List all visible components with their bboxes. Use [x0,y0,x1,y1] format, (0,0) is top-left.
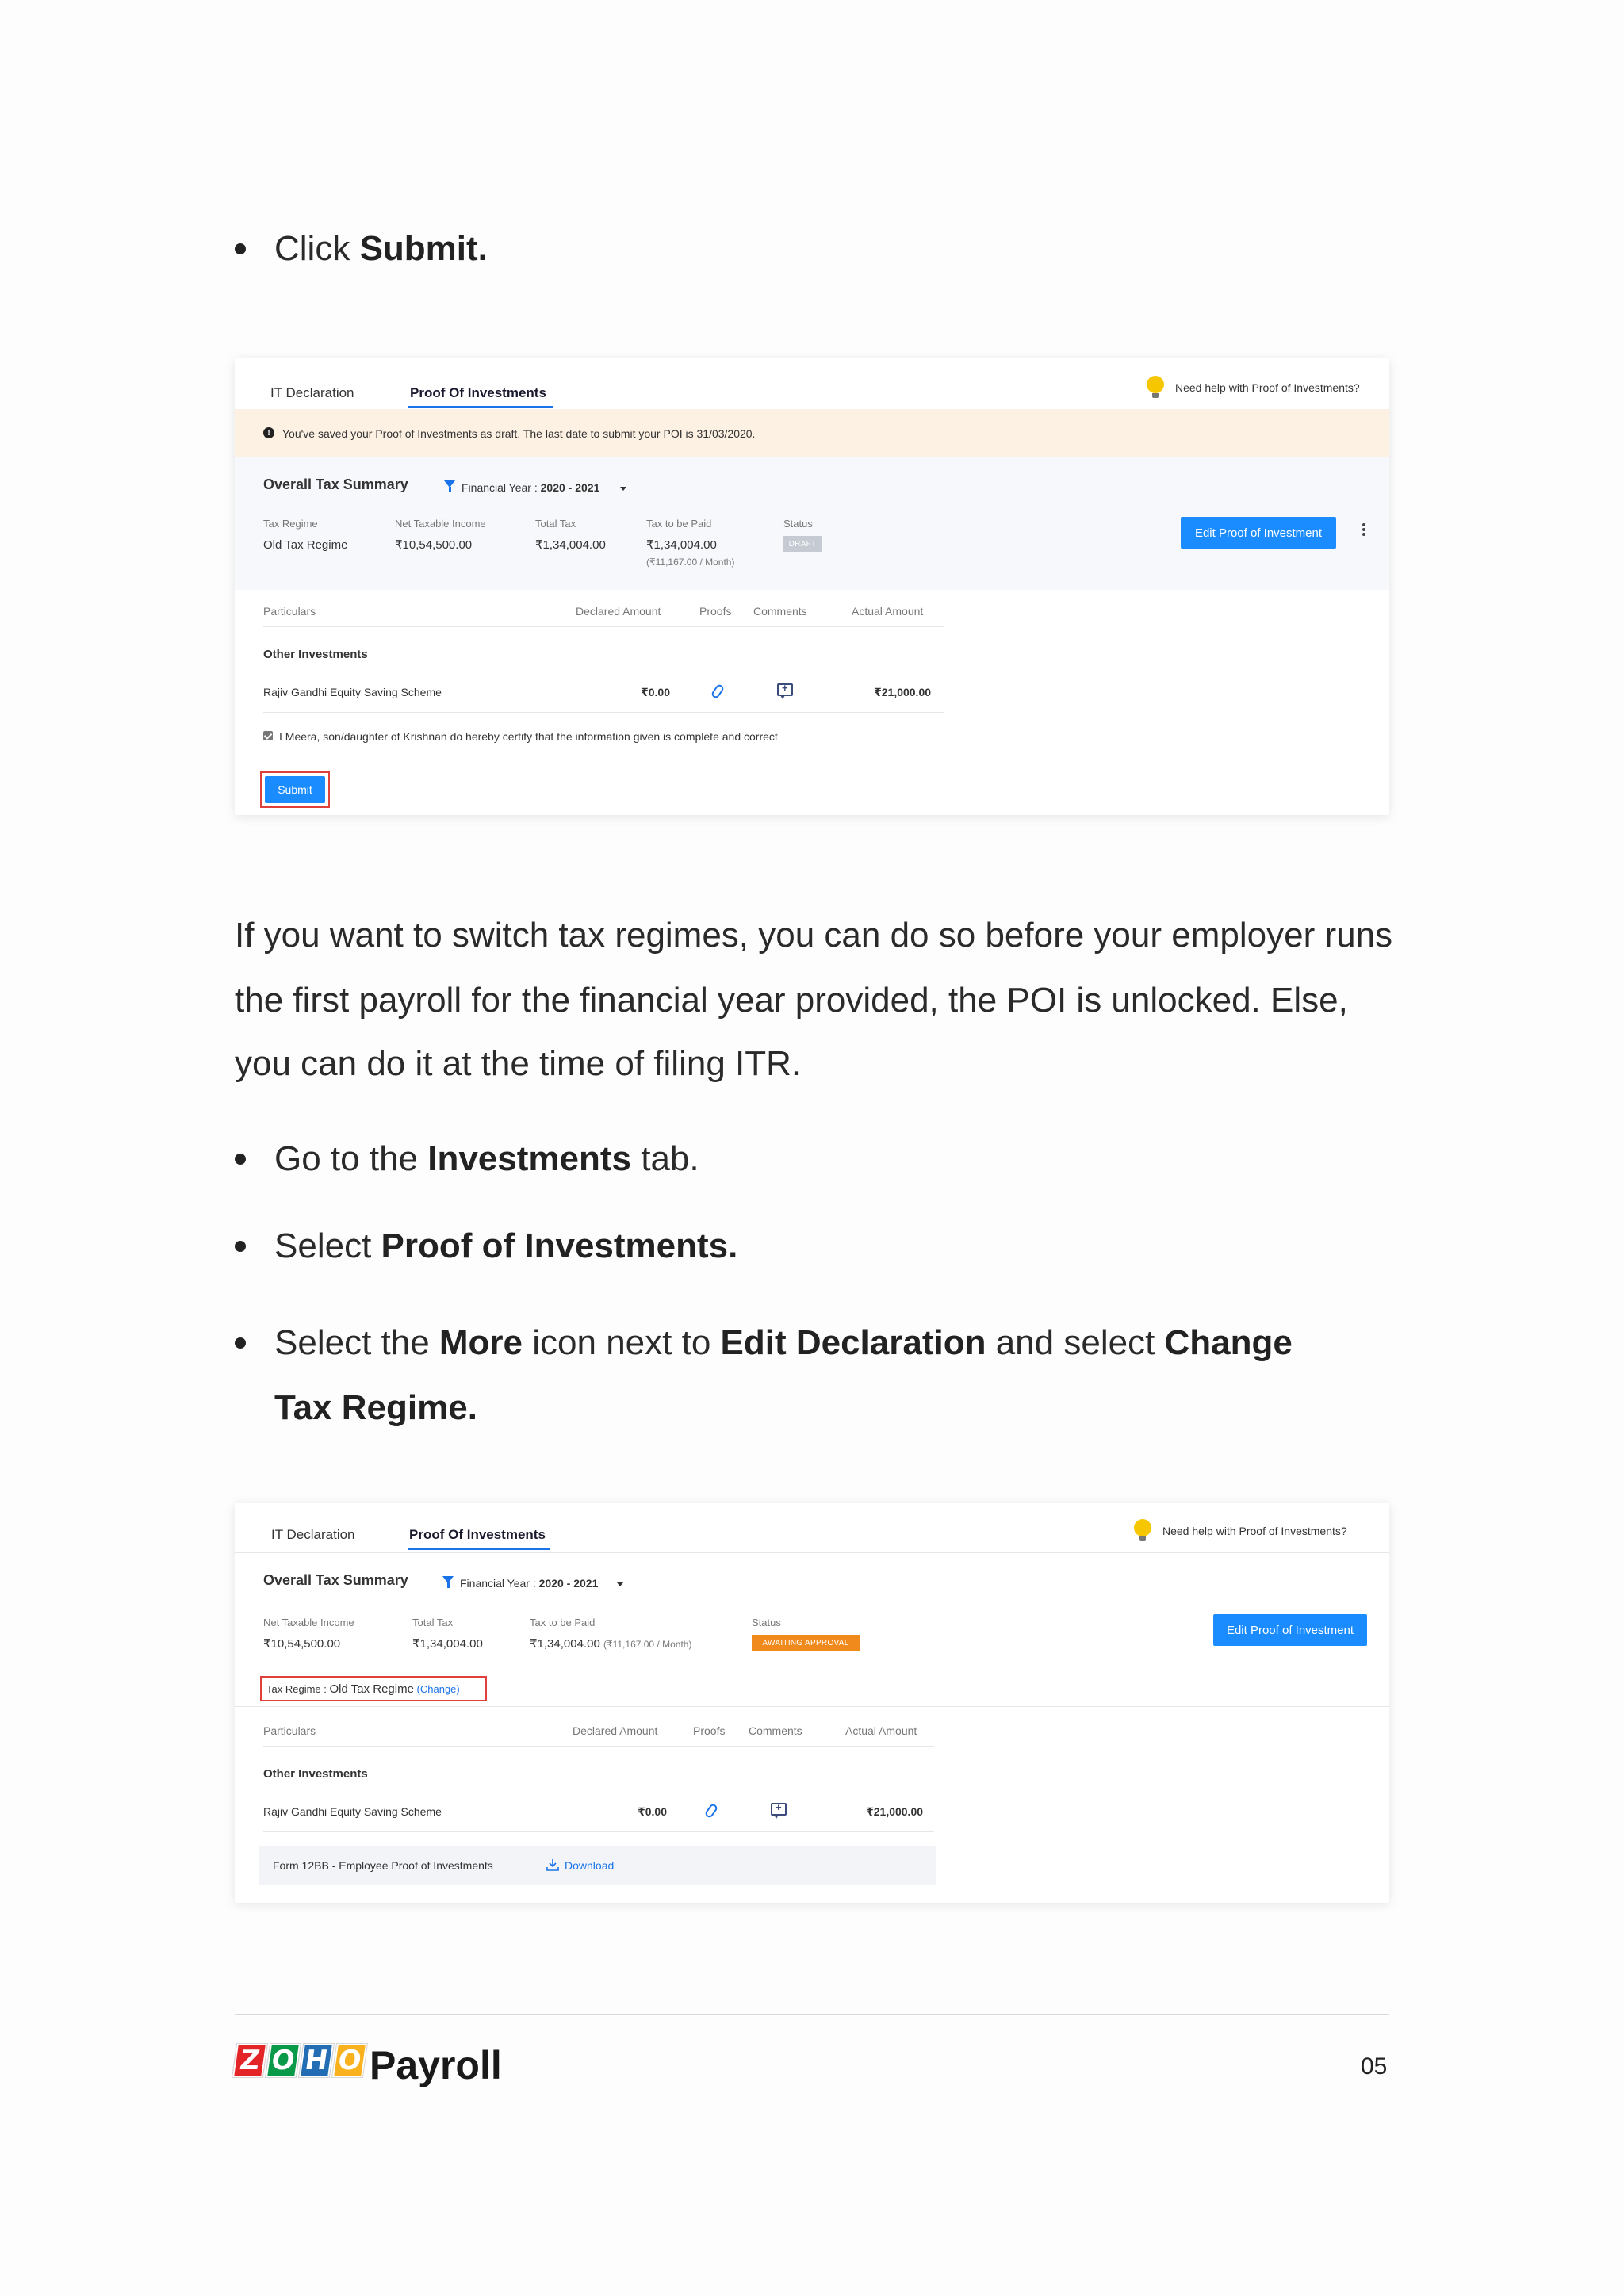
section-title: Other Investments [263,648,368,661]
summary-panel [235,457,1389,590]
th-comments: Comments [753,605,807,618]
submit-button[interactable]: Submit [265,776,325,803]
th-actual: Actual Amount [845,1724,917,1737]
financial-year-label[interactable]: Financial Year : 2020 - 2021 [462,481,600,494]
paragraph-line: you can do it at the time of filing ITR. [235,1044,802,1083]
page-number: 05 [1361,2053,1388,2080]
chevron-down-icon[interactable] [620,487,626,491]
bullet [235,1241,246,1252]
col-label: Tax Regime [263,518,318,530]
col-value: Old Tax Regime [263,538,348,552]
paragraph-line: If you want to switch tax regimes, you can do so before your employer runs [235,916,1393,955]
logo-letter: Z [232,2044,267,2077]
footer-divider [235,2014,1389,2015]
attachment-icon[interactable] [710,683,726,699]
paragraph-line: the first payroll for the financial year provided, the POI is unlocked. Else, [235,981,1348,1020]
col-label: Status [783,518,813,530]
help-link[interactable]: Need help with Proof of Investments? [1175,381,1360,394]
screenshot-card-submit [235,358,1389,815]
th-proofs: Proofs [699,605,732,618]
edit-proof-button[interactable]: Edit Proof of Investment [1181,517,1336,549]
row-declared: ₹0.00 [638,1805,667,1818]
tab-proof-of-investments[interactable]: Proof Of Investments [409,1527,546,1542]
divider [263,1746,934,1747]
step-text: Click [274,229,360,268]
th-particulars: Particulars [263,1724,316,1737]
status-badge: DRAFT [783,536,822,552]
financial-year-label[interactable]: Financial Year : 2020 - 2021 [460,1577,599,1590]
bullet [235,1337,246,1349]
info-icon: ! [263,427,274,438]
th-proofs: Proofs [693,1724,726,1737]
divider [263,626,944,627]
col-value: ₹1,34,004.00 [412,1637,483,1651]
logo-letter: H [299,2044,334,2077]
lightbulb-icon [1147,376,1164,393]
col-label: Tax to be Paid [646,518,712,530]
col-label: Total Tax [535,518,576,530]
summary-title: Overall Tax Summary [263,476,408,492]
logo-letter: O [266,2044,301,2077]
section-title: Other Investments [263,1767,368,1781]
col-label: Tax to be Paid [530,1617,596,1628]
download-icon[interactable] [546,1858,560,1872]
tax-regime-field: Tax Regime : Old Tax Regime (Change) [266,1682,460,1696]
alert-text: You've saved your Proof of Investments as draft. The last date to submit your POI is 31/03/2020. [282,427,756,440]
summary-title: Overall Tax Summary [263,1572,408,1588]
row-declared: ₹0.00 [641,686,670,698]
divider [235,1706,1389,1707]
comment-icon[interactable] [771,1803,787,1816]
product-name: Payroll [370,2043,502,2087]
highlight-box [260,771,330,808]
tab-it-declaration[interactable]: IT Declaration [270,385,354,400]
row-name: Rajiv Gandhi Equity Saving Scheme [263,1805,442,1818]
divider [263,1831,934,1832]
download-link[interactable]: Download [565,1859,615,1872]
status-badge: AWAITING APPROVAL [752,1635,860,1651]
th-declared: Declared Amount [573,1724,658,1737]
divider [263,712,944,713]
lightbulb-icon [1134,1519,1151,1536]
col-value: ₹10,54,500.00 [263,1637,341,1651]
th-comments: Comments [749,1724,802,1737]
form-12bb-bar [259,1846,936,1885]
more-icon[interactable] [1362,523,1365,526]
col-value: ₹10,54,500.00 [395,538,473,552]
divider [235,1552,1389,1553]
form-label: Form 12BB - Employee Proof of Investments [273,1859,493,1872]
col-sub: (₹11,167.00 / Month) [646,557,735,568]
col-value: ₹1,34,004.00 [646,538,717,552]
tab-it-declaration[interactable]: IT Declaration [271,1527,355,1542]
col-label: Net Taxable Income [395,518,486,530]
col-value: ₹1,34,004.00 (₹11,167.00 / Month) [530,1637,692,1651]
th-actual: Actual Amount [852,605,924,618]
bullet [235,243,246,254]
th-particulars: Particulars [263,605,316,618]
chevron-down-icon[interactable] [617,1582,623,1586]
row-name: Rajiv Gandhi Equity Saving Scheme [263,686,442,698]
col-label: Status [752,1617,781,1628]
col-label: Total Tax [412,1617,454,1628]
change-link[interactable]: (Change) [416,1683,460,1695]
bullet [235,1154,246,1165]
filter-icon[interactable] [444,480,455,488]
active-tab-indicator [408,406,553,408]
edit-proof-button[interactable]: Edit Proof of Investment [1213,1614,1367,1646]
zoho-logo [235,2044,368,2084]
help-link[interactable]: Need help with Proof of Investments? [1162,1525,1347,1537]
draft-alert [235,409,1389,457]
attachment-icon[interactable] [704,1803,719,1819]
certify-checkbox[interactable] [263,731,273,740]
row-actual: ₹21,000.00 [866,1805,924,1818]
active-tab-indicator [408,1548,550,1550]
col-value: ₹1,34,004.00 [535,538,606,552]
step-bold: Submit. [359,229,488,268]
row-actual: ₹21,000.00 [874,686,932,698]
certify-text: I Meera, son/daughter of Krishnan do hereby certify that the information given is complete and correct [279,730,778,743]
logo-letter: O [332,2044,367,2077]
screenshot-card-change-regime [235,1503,1389,1903]
th-declared: Declared Amount [576,605,661,618]
tab-proof-of-investments[interactable]: Proof Of Investments [410,385,546,400]
comment-icon[interactable] [777,683,793,696]
filter-icon[interactable] [442,1576,454,1583]
col-label: Net Taxable Income [263,1617,354,1628]
